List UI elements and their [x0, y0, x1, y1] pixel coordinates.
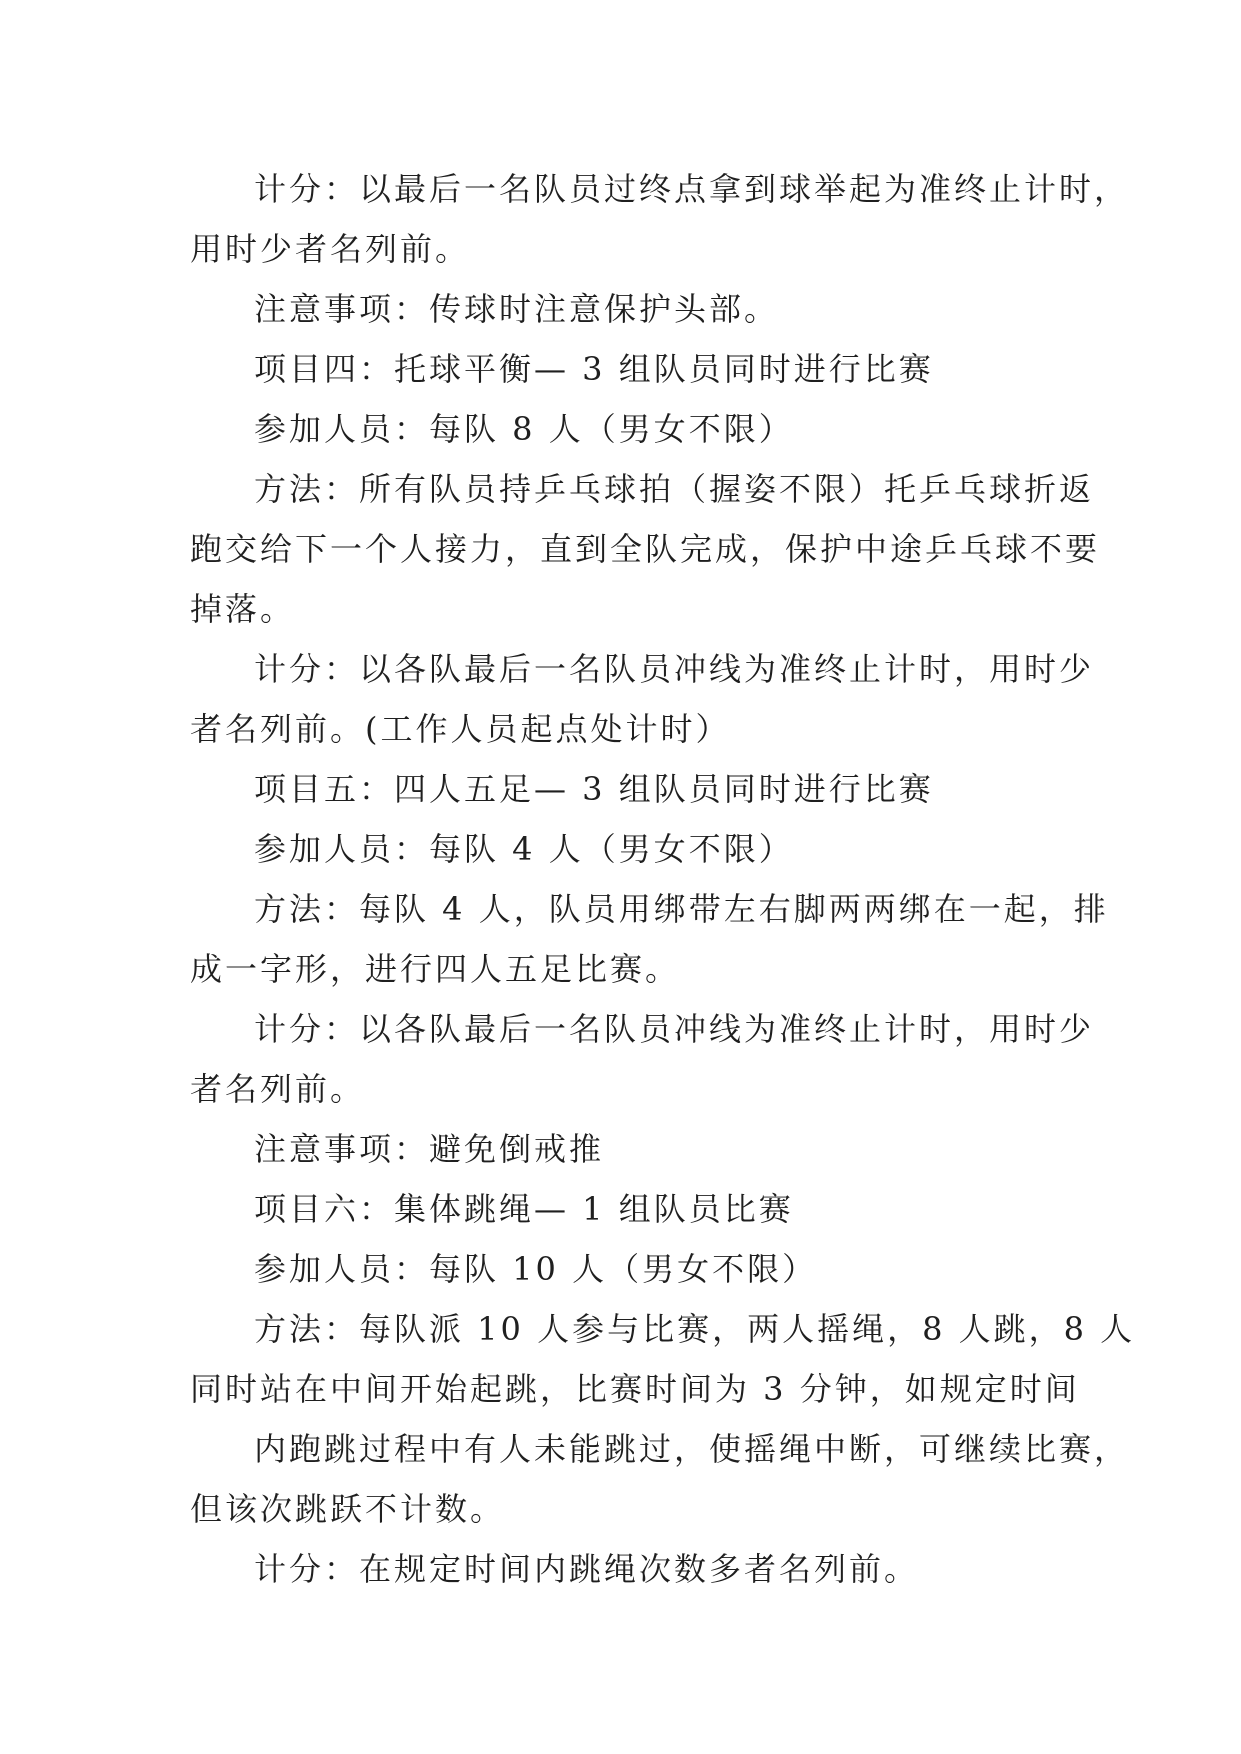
- event-6-method-line-2: 同时站在中间开始起跳，比赛时间为 3 分钟，如规定时间: [190, 1370, 1080, 1408]
- document-body: [190, 159, 1136, 1599]
- event-5-heading: 项目五：四人五足— 3 组队员同时进行比赛: [254, 770, 934, 808]
- event-4-method-line-1: 方法：所有队员持乒乓球拍（握姿不限）托乒乓球折返: [254, 470, 1095, 508]
- event-5-note: 注意事项：避免倒戒推: [254, 1130, 605, 1168]
- event-4-heading: 项目四：托球平衡— 3 组队员同时进行比赛: [254, 350, 934, 388]
- event-5-scoring-line-2: 者名列前。: [190, 1070, 366, 1108]
- event-6-scoring: 计分：在规定时间内跳绳次数多者名列前。: [254, 1550, 920, 1588]
- event-6-method-line-3: 内跑跳过程中有人未能跳过，使摇绳中断，可继续比赛，: [254, 1430, 1130, 1468]
- event-6-method-line-4: 但该次跳跃不计数。: [190, 1490, 506, 1528]
- event-4-scoring-line-1: 计分：以各队最后一名队员冲线为准终止计时，用时少: [254, 650, 1095, 688]
- event-4-participants: 参加人员：每队 8 人（男女不限）: [254, 410, 794, 448]
- event-6-participants: 参加人员：每队 10 人（男女不限）: [254, 1250, 818, 1288]
- event-5-participants: 参加人员：每队 4 人（男女不限）: [254, 830, 794, 868]
- scoring-line-2: 用时少者名列前。: [190, 230, 471, 268]
- event-6-method-line-1: 方法：每队派 10 人参与比赛，两人摇绳，8 人跳，8 人: [254, 1310, 1136, 1348]
- note-line: 注意事项：传球时注意保护头部。: [254, 290, 780, 328]
- scoring-line-1: 计分：以最后一名队员过终点拿到球举起为准终止计时，: [254, 170, 1130, 208]
- event-5-method-line-1: 方法：每队 4 人，队员用绑带左右脚两两绑在一起，排: [254, 890, 1109, 928]
- event-6-heading: 项目六：集体跳绳— 1 组队员比赛: [254, 1190, 794, 1228]
- event-5-scoring-line-1: 计分：以各队最后一名队员冲线为准终止计时，用时少: [254, 1010, 1095, 1048]
- event-4-method-line-3: 掉落。: [190, 590, 296, 628]
- event-5-method-line-2: 成一字形，进行四人五足比赛。: [190, 950, 681, 988]
- event-4-method-line-2: 跑交给下一个人接力，直到全队完成，保护中途乒乓球不要: [190, 530, 1101, 568]
- event-4-scoring-line-2: 者名列前。(工作人员起点处计时）: [190, 710, 731, 748]
